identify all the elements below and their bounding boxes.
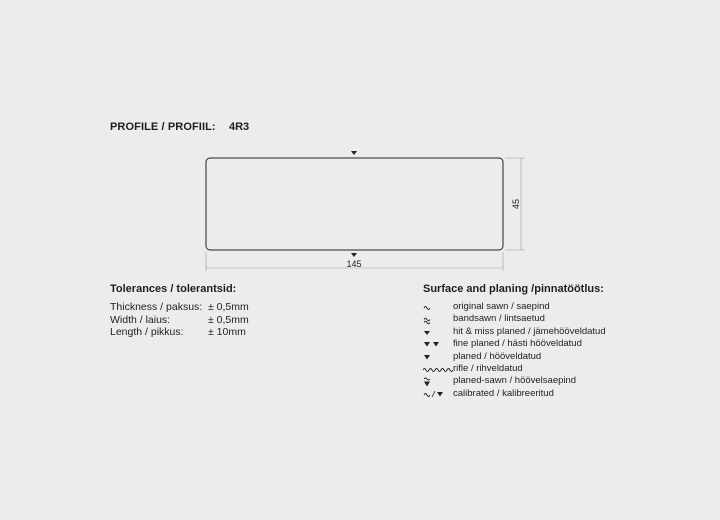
profile-label: PROFILE / PROFIIL: xyxy=(110,121,216,133)
tolerance-row-length xyxy=(110,326,249,339)
legend-item-planed-sawn xyxy=(423,375,606,387)
width-dimension-label: 145 xyxy=(346,259,362,269)
tolerance-label: Width / laius: xyxy=(110,313,171,326)
legend-item-label: planed-sawn / höövelsaepind xyxy=(453,375,577,387)
legend-item-planed xyxy=(423,351,606,363)
surface-title: Surface and planing /pinnatöötlus: xyxy=(423,283,604,295)
tolerance-label: Thickness / paksus: xyxy=(110,301,203,313)
legend-item-label: fine planed / hästi hööveldatud xyxy=(453,338,582,350)
legend-item-fine-planed xyxy=(423,338,606,350)
tilde-slash-triangle-icon xyxy=(423,388,453,400)
legend-item-rifle xyxy=(423,363,606,375)
tolerances-title: Tolerances / tolerantsid: xyxy=(110,283,237,295)
top-surface-marker xyxy=(351,151,357,155)
tolerance-row-thickness xyxy=(110,301,249,314)
legend-item-original-sawn xyxy=(423,301,606,313)
legend-item-label: bandsawn / lintsaetud xyxy=(453,313,545,325)
legend-item-label: calibrated / kalibreeritud xyxy=(453,387,554,399)
legend-item-calibrated xyxy=(423,388,606,400)
tilde-icon xyxy=(423,301,453,313)
wave-icon xyxy=(423,363,453,375)
small-triangle-icon xyxy=(423,326,453,338)
double-tilde-icon xyxy=(423,314,453,326)
height-dimension-label: 45 xyxy=(511,198,521,210)
legend-item-label: planed / hööveldatud xyxy=(453,350,542,362)
legend-item-hit-miss xyxy=(423,326,606,338)
tilde-over-triangle-icon xyxy=(423,376,453,388)
surface-legend xyxy=(423,301,606,400)
tolerances-list xyxy=(110,301,249,339)
legend-item-label: hit & miss planed / jämehööveldatud xyxy=(453,325,606,337)
bottom-surface-marker xyxy=(351,253,357,257)
tolerance-value: ± 10mm xyxy=(208,326,246,339)
legend-item-label: rifle / rihveldatud xyxy=(453,362,523,374)
board-outline xyxy=(206,158,503,250)
triangle-icon xyxy=(423,351,453,363)
tolerance-value: ± 0,5mm xyxy=(208,313,249,326)
tolerance-value: ± 0,5mm xyxy=(208,301,249,313)
legend-item-bandsawn xyxy=(423,313,606,325)
tolerance-row-width xyxy=(110,314,249,327)
tolerance-label: Length / pikkus: xyxy=(110,326,184,339)
double-triangle-icon xyxy=(423,338,453,350)
profile-code: 4R3 xyxy=(229,121,250,133)
legend-item-label: original sawn / saepind xyxy=(453,301,550,312)
